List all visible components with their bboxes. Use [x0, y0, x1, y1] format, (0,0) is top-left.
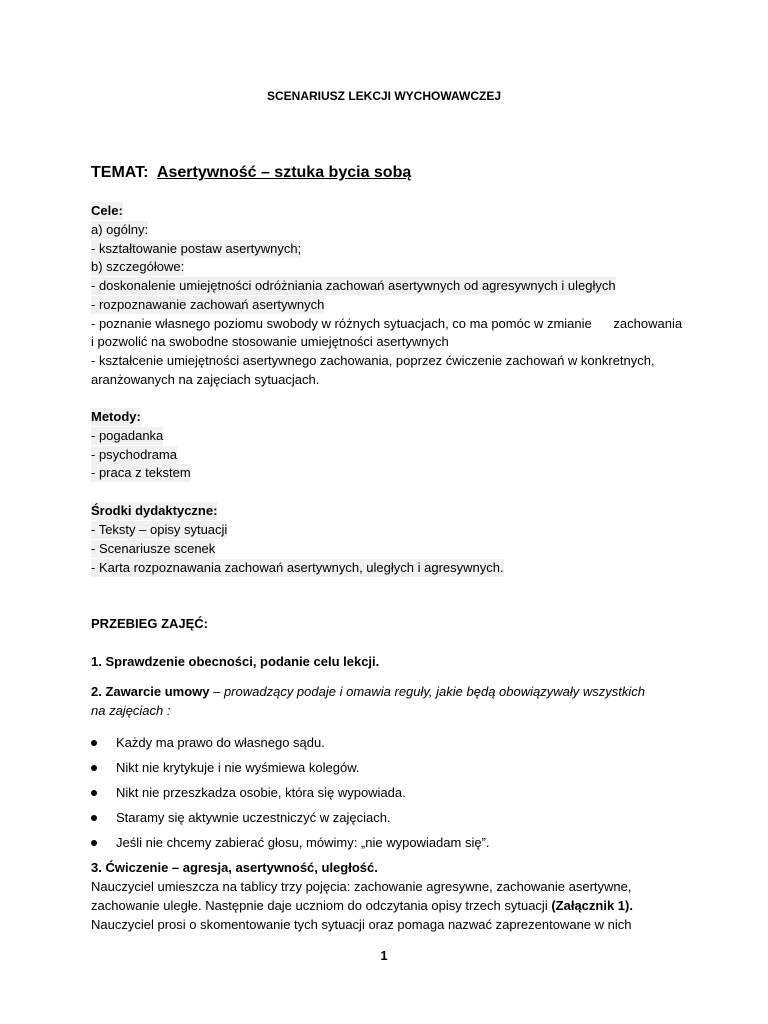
step-2-continuation: na zajęciach : [91, 703, 171, 718]
specific-goal-line: - rozpoznawanie zachowań asertywnych [91, 297, 325, 312]
bullet-icon [91, 790, 97, 796]
document-title: SCENARIUSZ LEKCJI WYCHOWAWCZEJ [266, 89, 501, 103]
general-goal-item: - kształtowanie postaw asertywnych; [91, 241, 302, 256]
rule-item: Jeśli nie chcemy zabierać głosu, mówimy: „nie wypowiadam się”. [116, 835, 490, 850]
aid-item: - Karta rozpoznawania zachowań asertywnych, uległych i agresywnych. [91, 560, 504, 575]
rule-item: Nikt nie przeszkadza osobie, która się wypowiada. [116, 785, 406, 800]
general-goal-label: a) ogólny: [91, 222, 149, 237]
step-3-text [91, 897, 633, 915]
bullet-icon [91, 765, 97, 771]
topic-label: TEMAT: [91, 164, 149, 181]
specific-goal-line: - doskonalenie umiejętności odróżniania zachowań asertywnych od agresywnych i uległych [91, 278, 616, 293]
page-number: 1 [380, 948, 388, 963]
bullet-icon [91, 840, 97, 846]
step-2-description: – prowadzący podaje i omawia reguły, jakie będą obowiązywały wszystkich [209, 684, 645, 699]
specific-goal-line: - poznanie własnego poziomu swobody w różnych sytuacjach, co ma pomóc w zmianie zachowania [91, 316, 683, 331]
step-3-text: Nauczyciel prosi o skomentowanie tych sytuacji oraz pomaga nazwać zaprezentowane w nich [91, 917, 632, 932]
step-2 [91, 683, 645, 701]
attachment-reference: (Załącznik 1). [551, 898, 633, 913]
step-3-heading: 3. Ćwiczenie – agresja, asertywność, uległość. [91, 860, 378, 875]
method-item: - pogadanka [91, 428, 164, 443]
goals-heading: Cele: [91, 203, 123, 218]
topic-line [91, 163, 411, 183]
step-2-title: 2. Zawarcie umowy [91, 684, 210, 699]
method-item: - psychodrama [91, 447, 177, 462]
step-3-text: Nauczyciel umieszcza na tablicy trzy pojęcia: zachowanie agresywne, zachowanie asertywne, [91, 879, 632, 894]
step-1: 1. Sprawdzenie obecności, podanie celu lekcji. [91, 654, 380, 669]
rule-item: Staramy się aktywnie uczestniczyć w zajęciach. [116, 810, 391, 825]
bullet-icon [91, 740, 97, 746]
rule-item: Każdy ma prawo do własnego sądu. [116, 735, 325, 750]
topic-title: Asertywność – sztuka bycia sobą [156, 164, 412, 181]
specific-goal-line: - kształcenie umiejętności asertywnego zachowania, poprzez ćwiczenie zachowań w konkretnych, [91, 353, 655, 368]
method-item: - praca z tekstem [91, 465, 191, 480]
methods-heading: Metody: [91, 409, 141, 424]
aid-item: - Scenariusze scenek [91, 541, 216, 556]
step-3-text-part: zachowanie uległe. Następnie daje uczniom do odczytania opisy trzech sytuacji [91, 898, 552, 913]
rule-item: Nikt nie krytykuje i nie wyśmiewa kolegów. [116, 760, 360, 775]
aid-item: - Teksty – opisy sytuacji [91, 522, 228, 537]
specific-goal-line: aranżowanych na zajęciach sytuacjach. [91, 372, 320, 387]
specific-goal-line: i pozwolić na swobodne stosowanie umiejętności asertywnych [91, 334, 449, 349]
specific-goals-label: b) szczegółowe: [91, 259, 185, 274]
course-heading: PRZEBIEG ZAJĘĆ: [91, 616, 209, 631]
bullet-icon [91, 815, 97, 821]
aids-heading: Środki dydaktyczne: [91, 503, 218, 518]
